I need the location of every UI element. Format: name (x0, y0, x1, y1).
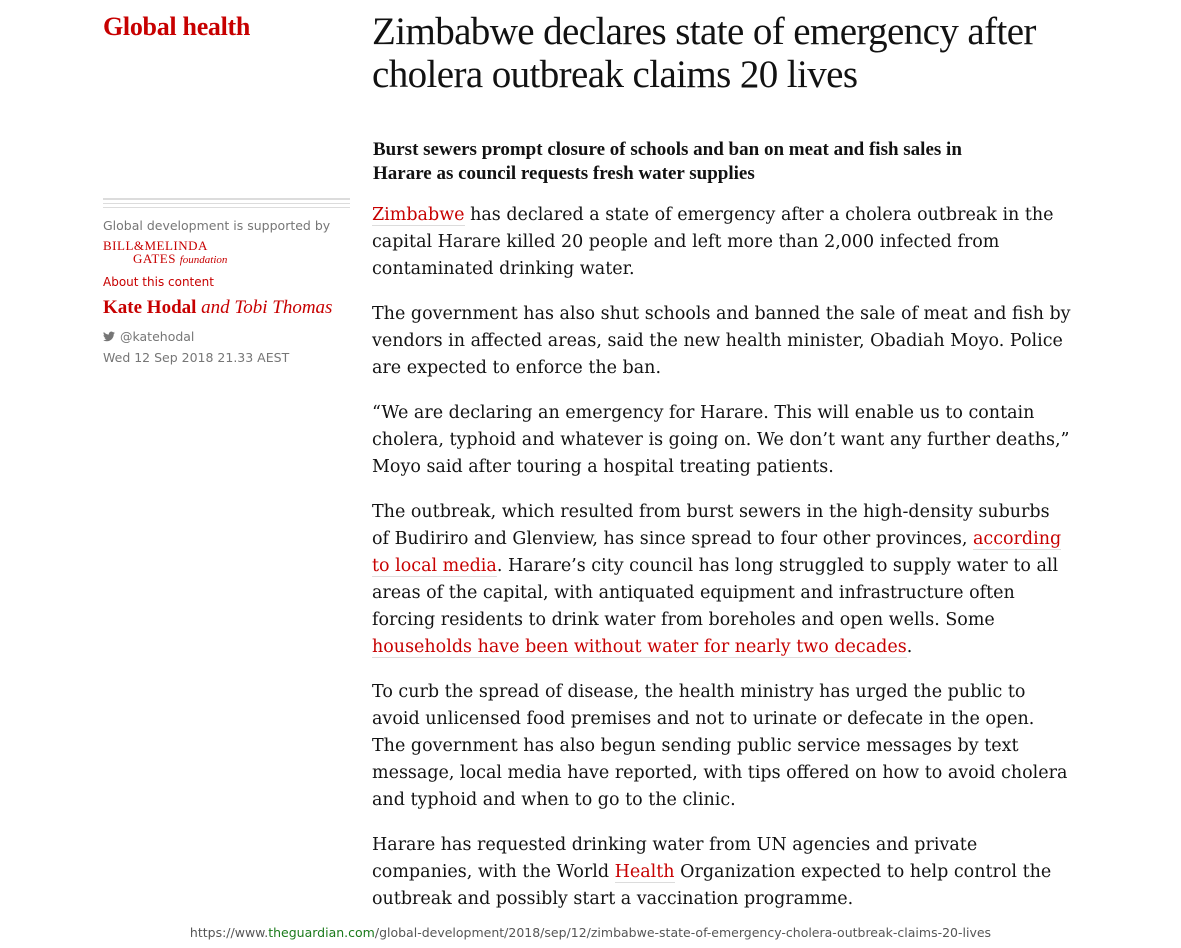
p6-text-b: Organization expected to help control the outbreak and possibly start a vaccination programme. (372, 862, 1052, 909)
logo-gates: GATES (133, 251, 176, 266)
byline (103, 297, 350, 319)
article-body (372, 202, 1072, 931)
paragraph-4 (372, 499, 1072, 661)
paragraph-5: To curb the spread of disease, the health ministry has urged the public to avoid unlicensed food premises and not to urinate or defecate in the open. The government has also begun sending public service messages by text message, local media have reported, with tips offered on how to avoid cholera and typhoid and when to go to the clinic. (372, 682, 1068, 810)
source-url[interactable] (0, 925, 1181, 940)
url-prefix: https://www. (189, 925, 269, 940)
divider-rules (103, 198, 350, 208)
p1-text: has declared a state of emergency after a cholera outbreak in the capital Harare killed 20 people and left more than 2,000 infected from contaminated drinking water. (372, 205, 1054, 279)
author-link[interactable]: Kate Hodal (103, 297, 197, 318)
paragraph-6 (372, 832, 1072, 913)
gates-foundation-logo[interactable] (103, 239, 350, 267)
zimbabwe-link[interactable]: Zimbabwe (372, 205, 465, 225)
p4-text-a: The outbreak, which resulted from burst sewers in the high-density suburbs of Budiriro and Glenview, has since spread to four other provinces, (372, 502, 1050, 549)
twitter-handle-text: @katehodal (120, 329, 195, 344)
paragraph-3: “We are declaring an emergency for Harare. This will enable us to contain cholera, typhoid and whatever is going on. We don’t want any further deaths,” Moyo said after touring a hospital treating patients. (372, 403, 1070, 477)
logo-foundation: foundation (179, 254, 228, 266)
households-link[interactable]: households have been without water for nearly two decades (372, 637, 907, 657)
local-media-link[interactable]: according to local media (372, 529, 1062, 576)
coauthor: and Tobi Thomas (201, 297, 333, 318)
twitter-handle[interactable] (103, 329, 350, 344)
url-domain: theguardian.com (268, 925, 375, 940)
section-label[interactable]: Global health (103, 12, 251, 41)
publish-date: Wed 12 Sep 2018 21.33 AEST (103, 350, 290, 365)
about-content-link[interactable]: About this content (103, 275, 214, 289)
logo-line-2 (103, 252, 350, 267)
p4-text-b: . Harare’s city council has long struggled to supply water to all areas of the capital, with antiquated equipment and infrastructure often forcing residents to drink water from boreholes and open wells. Some (372, 556, 1059, 630)
health-link[interactable]: Health (614, 862, 675, 882)
twitter-icon (103, 331, 115, 342)
p6-text-a: Harare has requested drinking water from UN agencies and private companies, with the World (372, 835, 978, 882)
standfirst: Burst sewers prompt closure of schools and ban on meat and fish sales in Harare as council requests fresh water supplies (373, 139, 962, 184)
paragraph-2: The government has also shut schools and banned the sale of meat and fish by vendors in affected areas, said the new health minister, Obadiah Moyo. Police are expected to enforce the ban. (372, 304, 1071, 378)
p4-text-c: . (906, 637, 913, 657)
paragraph-1 (372, 202, 1072, 283)
url-path: /global-development/2018/sep/12/zimbabwe-state-of-emergency-cholera-outbreak-claims-20-lives (374, 925, 992, 940)
supported-by-label: Global development is supported by (103, 218, 331, 233)
headline: Zimbabwe declares state of emergency after cholera outbreak claims 20 lives (372, 10, 1036, 96)
logo-line-1: BILL&MELINDA (103, 238, 208, 253)
article-meta-sidebar (103, 198, 350, 365)
